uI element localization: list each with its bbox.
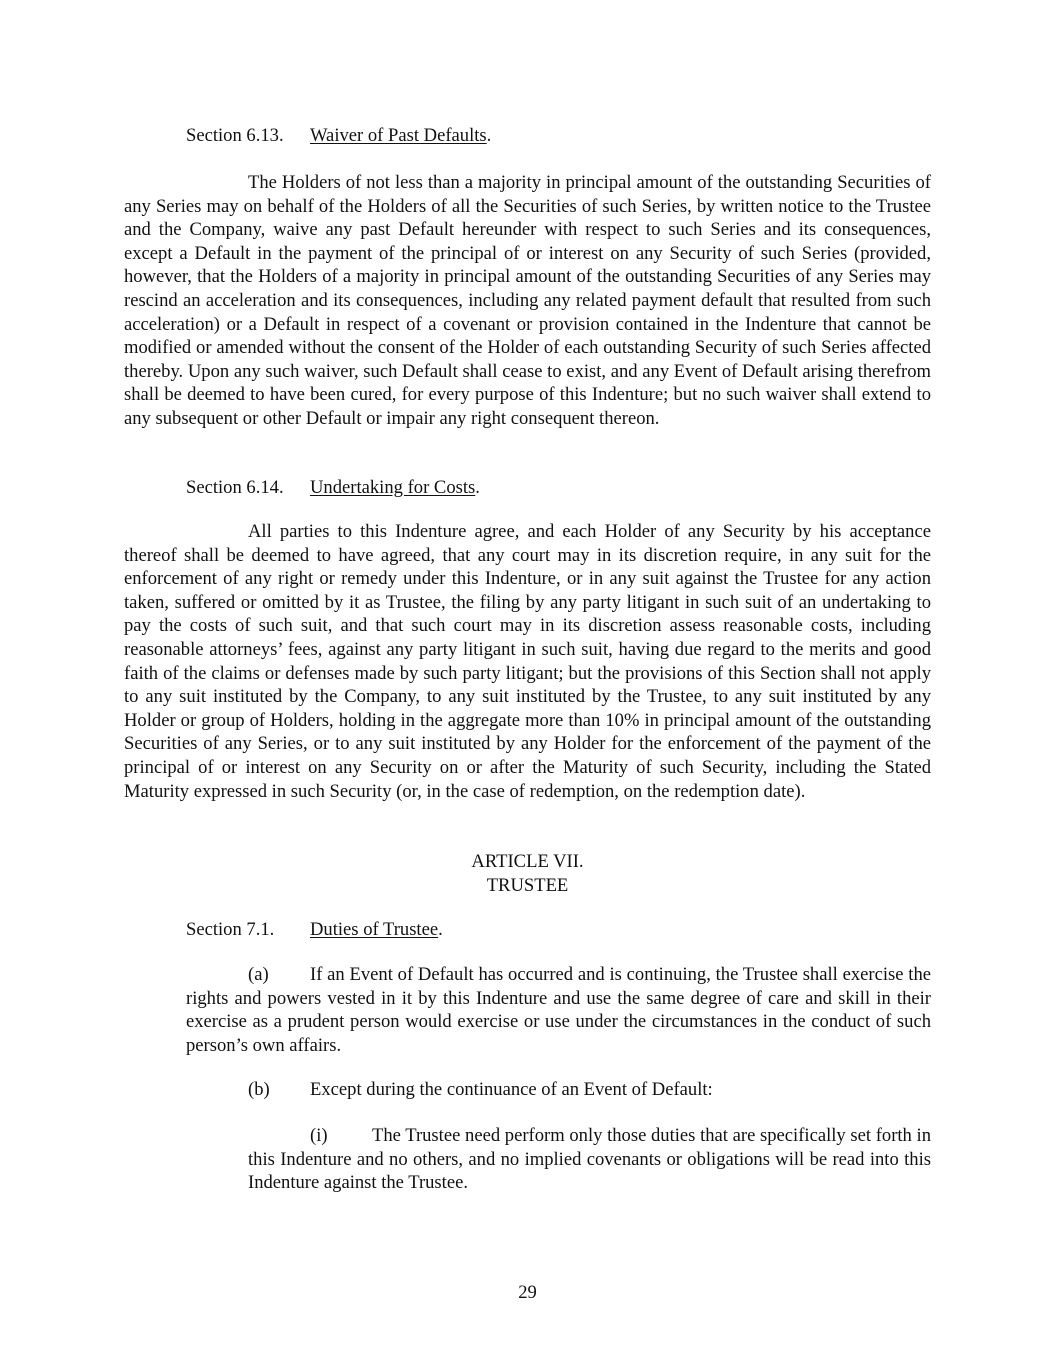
section-6-13-body: The Holders of not less than a majority in principal amount of the outstanding Securities of any Series may on behalf of the Holders of all the Securities of such Series, by written notice to the Trustee and the Company, waive any past Default hereunder with respect to such Series and its consequences, except a Default in the payment of the principal of or interest on any Security of such Series (provided, however, that the Holders of a majority in principal amount of the outstanding Securities of any Series may rescind an acceleration and its consequences, including any related payment default that resulted from such acceleration) or a Default in respect of a covenant or provision contained in the Indenture that cannot be modified or amended without the consent of the Holder of each outstanding Security of such Series affected thereby. Upon any such waiver, such Default shall cease to exist, and any Event of Default arising therefrom shall be deemed to have been cured, for every purpose of this Indenture; but no such waiver shall extend to any subsequent or other Default or impair any right consequent thereon. [124, 172, 931, 429]
section-title-period: . [475, 477, 480, 498]
section-number: Section 7.1. [186, 919, 275, 940]
item-b-paragraph [248, 1078, 713, 1102]
article-number: ARTICLE VII. [471, 851, 584, 872]
item-label: (i) [310, 1125, 328, 1146]
section-title: Waiver of Past Defaults [310, 125, 487, 146]
section-7-1-heading [186, 918, 443, 942]
section-6-14-body: All parties to this Indenture agree, and each Holder of any Security by his acceptance thereof shall be deemed to have agreed, that any court may in its discretion require, in any suit for the enforcement of any right or remedy under this Indenture, or in any suit against the Trustee for any action taken, suffered or omitted by it as Trustee, the filing by any party litigant in such suit of an undertaking to pay the costs of such suit, and that such court may in its discretion assess reasonable costs, including reasonable attorneys’ fees, against any party litigant in such suit, having due regard to the merits and good faith of the claims or defenses made by such party litigant; but the provisions of this Section shall not apply to any suit instituted by the Company, to any suit instituted by the Trustee, to any suit instituted by any Holder or group of Holders, holding in the aggregate more than 10% in principal amount of the outstanding Securities of any Series, or to any suit instituted by any Holder for the enforcement of the payment of the principal of or interest on any Security on or after the Maturity of such Security, including the Stated Maturity expressed in such Security (or, in the case of redemption, on the redemption date). [124, 521, 931, 802]
item-label: (b) [248, 1079, 270, 1100]
item-a-paragraph [186, 963, 931, 1057]
section-6-14-heading [186, 476, 480, 500]
section-number: Section 6.14. [186, 477, 284, 498]
section-title: Duties of Trustee [310, 919, 439, 940]
section-6-13-heading [186, 124, 491, 148]
item-i-paragraph [248, 1124, 931, 1195]
item-text: If an Event of Default has occurred and is continuing, the Trustee shall exercise the rights and powers vested in it by this Indenture and use the same degree of care and skill in their exercise as a prudent person would exercise or use under the circumstances in the conduct of such person’s own affairs. [186, 964, 931, 1056]
section-title-period: . [486, 125, 492, 146]
article-heading [124, 850, 931, 897]
section-title-period: . [438, 919, 443, 940]
item-text: The Trustee need perform only those duties that are specifically set forth in this Indenture and no others, and no implied covenants or obligations will be read into this Indenture against the Trustee. [248, 1125, 931, 1194]
article-title: TRUSTEE [486, 874, 569, 896]
page-number: 29 [518, 1282, 537, 1303]
item-label: (a) [248, 964, 269, 985]
section-number: Section 6.13. [186, 125, 284, 146]
section-title: Undertaking for Costs [310, 477, 476, 498]
item-text: Except during the continuance of an Event of Default: [310, 1079, 713, 1100]
